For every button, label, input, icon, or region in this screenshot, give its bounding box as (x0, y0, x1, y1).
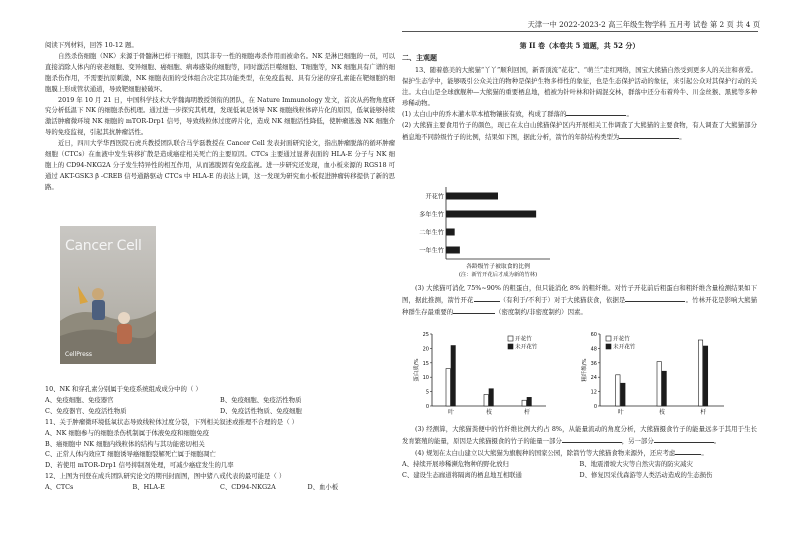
chart3-legend-swatch (606, 336, 611, 341)
question-10-options-row-2 (45, 406, 395, 417)
q13-part-3-text: (3) 大熊猫可消化 75%~90% 的粗蛋白，但只能消化 8% 的粗纤维。对竹子开花前后粗蛋白和粗纤维含量检测结果如下图，据此推测，箭竹开花 (402, 284, 757, 304)
question-11: 11、关于肿瘤微环境低氧状态导致线粒体过度分裂，下列相关叙述或推理不合理的是（ ） (45, 417, 299, 426)
header-rule (402, 31, 758, 32)
q13-part-1: (1) 太白山中的乔木灌木草本植物镶嵌有致，构成了群落的 。 (402, 110, 633, 119)
answer-blank[interactable] (625, 294, 685, 302)
q10-option-d: D、免疫活性物质、免疫细胞 (220, 406, 302, 415)
q12-option-a: A、CTCs (45, 483, 74, 492)
answer-blank[interactable] (654, 435, 714, 443)
cover-illustration (60, 226, 156, 364)
chart2-bar (446, 369, 450, 406)
q13-part-2: (2) 大熊猫主要食用竹子的颜色，现已在太白山熊猫保护区内开展相关工作调查了大熊猫的主要食物，有人调查了大熊猫部分栖息地不同龄级竹子的比例，结果如下图，据此分析，箭竹的年龄结构类型为 。 (402, 121, 757, 142)
right-column-middle (402, 283, 757, 318)
left-column (45, 40, 395, 193)
q13-part-5: (4) 规划在太白山建立以大熊猫为旗舰种的国家公园，除箭竹等大熊猫食物来源外，还应考虑 。 (415, 448, 708, 457)
answer-blank[interactable] (453, 306, 495, 314)
answer-blank[interactable] (474, 294, 500, 302)
chart3-bar (703, 346, 707, 406)
question-13-stem: 13、随着憨美的大熊猫“丫丫”顺利回国，新晋顶流“花花”、“萌兰”走红网络，国宝大熊猫自然受到更多人的关注和喜爱。保护生态学中，能够吸引公众关注的物种是保护生物多样性的象征，也是生态保护活动的象征，来引起公众对其保护行动的关注。太白山是全球旗舰种—大熊猫的重要栖息地，植被为针叶林和针阔混交林，群落中还分布着羚牛、川金丝猴、黑熊等多种珍稀动物。 (402, 65, 757, 107)
chart1-category-label: 一年生竹 (419, 247, 444, 255)
question-10: 10、NK 和穿孔素分别属于免疫系统组成成分中的（ ） (45, 385, 202, 393)
answer-blank[interactable] (562, 435, 622, 443)
chart1-category-label: 二年生竹 (419, 229, 444, 237)
q13-part-3-text-d: （密度制约/非密度制约）因素。 (495, 307, 587, 316)
q11-option-a: A、NK 细胞参与的细胞杀伤机制属于体液免疫和细胞免疫 (45, 428, 209, 437)
q10-option-a: A、免疫细胞、免疫器官 (45, 395, 114, 404)
chart2-legend-swatch (508, 344, 513, 349)
journal-cover-image (60, 226, 156, 364)
q11-option-c: C、正常人体内效应T 细胞诱导癌细胞裂解死亡属于细胞凋亡 (45, 450, 216, 459)
reading-intro: 阅读下列材料，回答 10-12 题。 (45, 41, 138, 49)
chart2-legend-label: 开花竹 (515, 336, 532, 343)
q13-part-3 (402, 283, 757, 318)
chart1-note: (注：新竹开花后才成为新的竹林) (458, 272, 538, 278)
chart3-category-label: 枝 (658, 409, 666, 416)
chart1-category-label: 多年生竹 (419, 211, 444, 219)
right-column-top (402, 41, 757, 143)
q10-option-b: B、免疫细胞、免疫活性物质 (220, 395, 302, 404)
chart2-legend-label: 未开花竹 (515, 344, 538, 351)
q13-part-5-options-row-1 (402, 459, 757, 470)
material-para-2: 2019 年 10 月 21 日，中国科学技术大学魏海明教授领衔的团队，在 Nature Immunology 发文，首次从药物角度研究分析低温下 NK 的细胞杀伤机理。通过进一步探究其机理，发现低氧是诱导 NK 细胞线粒体碎片化的原因，低氧能够持续激活肿瘤微环境 NK 细胞的 mTOR-Drp1 信号，导致线粒体过度碎片化，造成 NK 细胞活性降低，使肿瘤逃逸 NK 细胞介导的免疫监视，引起其抗肿瘤活性。 (45, 95, 395, 137)
chart3-legend-label: 未开花竹 (613, 344, 636, 351)
chart3-bar (698, 340, 702, 406)
chart2-bar (527, 397, 531, 406)
chart2-y-tick-label: 25 (422, 332, 429, 338)
q13-part-3-text-b: （有利于/不利于）对于大熊猫获食，依据是 (499, 295, 626, 304)
chart3-y-tick-label: 0 (593, 404, 597, 410)
chart2-y-tick-label: 10 (422, 375, 429, 382)
chart-fiber-content (580, 326, 730, 418)
q13-part-5-options-row-2 (402, 470, 757, 481)
chart3-y-tick-label: 48 (590, 346, 597, 353)
chart2-y-tick-label: 0 (425, 404, 429, 410)
q13-part-4-text: (3) 经测算，大熊猫粪便中的竹纤维比例大约占 8%，从能量流动的角度分析，大熊猫摄食竹子的能量远多于其用于生长发育繁殖的能量，原因是大熊猫摄食的竹子的能量一部分 (402, 425, 757, 445)
chart2-category-label: 杆 (523, 409, 531, 416)
chart2-y-tick-label: 5 (425, 389, 429, 396)
chart1-bar (446, 229, 455, 236)
page-header: 天津一中 2022-2023-2 高三年级生物学科 五月考 试卷 第 2 页 共 4 页 (527, 20, 760, 29)
chart3-y-tick-label: 60 (590, 332, 597, 338)
chart2-bar (451, 346, 455, 406)
cellpress-logo: CellPress (65, 351, 93, 358)
chart-protein-content (412, 326, 552, 418)
q12-option-b: B、HLA-E (132, 483, 165, 492)
left-questions (45, 384, 395, 493)
question-10-options-row-1 (45, 395, 395, 406)
right-column-bottom (402, 424, 757, 481)
chart2-category-label: 枝 (485, 409, 493, 416)
chart1-bar (446, 211, 536, 218)
q13-5-option-b: B、地震滑坡大灾等自然灾害的防灾减灾 (579, 459, 693, 468)
chart3-y-tick-label: 12 (590, 389, 597, 396)
chart3-y-tick-label: 36 (590, 360, 597, 367)
chart3-legend-swatch (606, 344, 611, 349)
chart1-bar (446, 247, 460, 254)
chart2-legend-swatch (508, 336, 513, 341)
chart2-bar (489, 389, 493, 406)
question-12: 12、上图为刊登在成兵团队研究论文的期刊封面图，图中猪八戒代表的最可能是（ ） (45, 472, 286, 481)
chart2-category-label: 叶 (447, 409, 455, 416)
q13-part-1-text: (1) 太白山中的乔木灌木草本植物镶嵌有致，构成了群落的 (402, 110, 567, 119)
q13-5-option-c: C、建设生态廊道将隔离的栖息地互相联通 (402, 470, 522, 479)
chart3-category-label: 杆 (700, 409, 707, 416)
chart3-y-tick-label: 24 (590, 375, 597, 382)
q12-option-d: D、血小板 (307, 483, 339, 492)
chart2-y-tick-label: 15 (422, 360, 429, 367)
chart2-bar (484, 394, 488, 406)
section-title: 第 II 卷（本卷共 5 道题，共 52 分） (519, 41, 640, 50)
chart3-bar (621, 383, 625, 406)
q13-5-option-a: A、持续开展珍稀濒危物种的野化放归 (402, 459, 509, 468)
chart1-category-label: 开花竹 (425, 193, 444, 201)
chart1-x-label: 各龄级竹子被取食的比例 (466, 264, 530, 270)
chart2-y-tick-label: 20 (422, 346, 429, 353)
answer-blank[interactable] (619, 131, 679, 139)
chart3-legend-label: 开花竹 (613, 336, 630, 343)
q11-option-b: B、癌细胞中 NK 细胞内线粒体的结构与其功能密切相关 (45, 439, 205, 448)
chart3-bar (662, 371, 666, 406)
q13-part-3-text-c: 。竹林开花是影响大熊猫种群生存最重要的 (402, 295, 758, 316)
section-heading: 二、主观题 (402, 52, 437, 62)
chart2-bar (522, 400, 526, 406)
answer-blank[interactable] (566, 108, 626, 116)
chart3-y-label: 粗纤维/% (582, 358, 588, 382)
chart-bamboo-age-feeding (400, 183, 570, 283)
cover-title: Cancer Cell (65, 238, 142, 254)
q12-option-c: C、CD94-NKG2A (220, 483, 276, 492)
q13-part-4: (3) 经测算，大熊猫粪便中的竹纤维比例大约占 8%，从能量流动的角度分析，大熊猫摄食竹子的能量远多于其用于生长发育繁殖的能量，原因是大熊猫摄食的竹子的能量一部分 ，另一部分 。 (402, 425, 757, 445)
chart3-bar (657, 362, 661, 406)
chart2-y-label: 蛋白质/% (414, 358, 420, 382)
chart1-bar (446, 193, 498, 200)
material-para-1: 自然杀伤细胞（NK）来源于骨髓淋巴样干细胞，因其非专一性的细胞毒杀作用而被命名。NK 是淋巴细胞的一员，可以直接消除人体内的衰老细胞、变异细胞、癌细胞、病毒感染的细胞等，同时激活巨噬细胞、T细胞等，NK 细胞具有广谱的细胞杀伤作用，不需要抗原刺激，NK 细胞表面的受体组合决定其功能类型，在免疫监视、具有分泌的穿孔素能在靶细胞的细胞膜上形成管状通道，导致靶细胞被破坏。 (45, 51, 395, 93)
q13-part-5-text: (4) 规划在太白山建立以大熊猫为旗舰种的国家公园，除箭竹等大熊猫食物来源外，还应考虑 (415, 448, 676, 457)
chart3-bar (616, 375, 620, 406)
q10-option-c: C、免疫器官、免疫活性物质 (45, 406, 127, 415)
q13-part-2-text: (2) 大熊猫主要食用竹子的颜色，现已在太白山熊猫保护区内开展相关工作调查了大熊猫的主要食物，有人调查了大熊猫部分栖息地不同龄级竹子的比例，结果如下图，据此分析，箭竹的年龄结构类型为 (402, 121, 757, 142)
q13-5-option-d: D、修复因采伐森游等人类活动造成的生态损伤 (579, 470, 713, 479)
answer-blank[interactable] (675, 447, 701, 455)
chart3-category-label: 叶 (617, 409, 624, 416)
q13-part-4-text-b: ，另一部分 (621, 436, 654, 445)
material-para-3: 近日，四川大学华西医院石虎兵教授团队联合马学磊教授在 Cancer Cell 发表封面研究论文，指出肿瘤脱落的循环肿瘤细胞（CTCs）在血液中发生转移扩散是造成癌症相关死亡的主要原因。CTCs 主要通过显著表面的 HLA-E 分子与 NK 细胞上的 CD94-NKG2A 分子发生特异性的相互作用，从而逃脱固有免疫监视。进一步研究还发现，血小板来源的 RGS18 可通过 AKT-GSK3 β -CREB 信号通路驱动 CTCs 中 HLA-E 的表达上调，这一发现为研究血小板促进肿瘤转移提供了新的思路。 (45, 139, 395, 191)
q11-option-d: D、若使用 mTOR-Drp1 信号抑制剂处理，可减少癌症发生的几率 (45, 461, 234, 470)
question-12-options (45, 482, 395, 493)
